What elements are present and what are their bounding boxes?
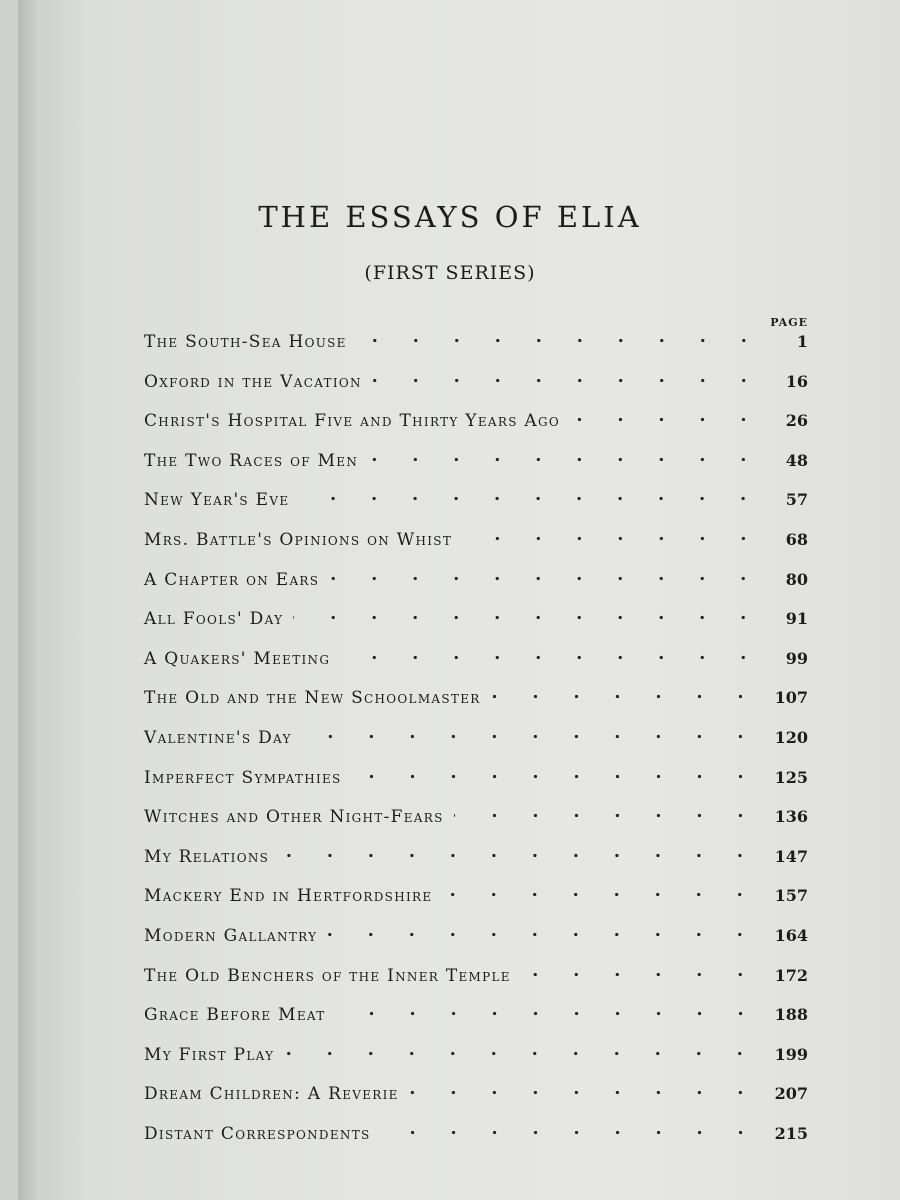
dot-leader <box>570 411 772 428</box>
dot-leader <box>302 728 769 745</box>
toc-entry-page: 1 <box>796 332 808 351</box>
dot-leader <box>340 649 772 666</box>
toc-entry-title: A Chapter on Ears <box>144 569 320 590</box>
dot-leader <box>368 451 772 468</box>
dot-leader <box>491 688 769 705</box>
table-of-contents <box>144 332 808 1163</box>
toc-entry-page: 125 <box>774 767 808 787</box>
toc-entry <box>144 609 808 649</box>
toc-entry <box>144 372 808 412</box>
toc-entry <box>144 728 808 768</box>
toc-entry-title: The Old Benchers of the Inner Temple <box>144 965 511 986</box>
toc-entry-title: Dream Children: A Reverie <box>144 1084 399 1105</box>
toc-entry-title: My Relations <box>144 846 270 867</box>
dot-leader <box>454 807 769 824</box>
toc-entry-page: 91 <box>785 609 808 629</box>
toc-entry-page: 26 <box>785 411 808 431</box>
dot-leader <box>442 886 768 903</box>
dot-leader <box>381 1124 769 1141</box>
toc-entry <box>144 886 808 926</box>
toc-entry <box>144 411 808 451</box>
toc-entry <box>144 1045 808 1085</box>
toc-entry <box>144 966 808 1006</box>
toc-entry-title: Valentine's Day <box>144 727 292 748</box>
dot-leader <box>521 966 769 983</box>
toc-entry-page: 172 <box>774 965 808 985</box>
toc-entry-title: Grace Before Meat <box>144 1005 326 1026</box>
dot-leader <box>299 490 772 507</box>
series-subtitle: (FIRST SERIES) <box>364 262 536 284</box>
dot-leader <box>279 847 768 864</box>
toc-entry <box>144 1005 808 1045</box>
toc-entry-page: 48 <box>785 450 808 470</box>
toc-entry-title: Mrs. Battle's Opinions on Whist <box>144 529 453 550</box>
dot-leader <box>329 570 772 587</box>
toc-entry-page: 16 <box>785 371 808 391</box>
toc-entry-page: 99 <box>785 648 808 668</box>
page-column-label: PAGE <box>770 316 808 329</box>
toc-entry <box>144 688 808 728</box>
toc-entry <box>144 530 808 570</box>
toc-entry-title: Oxford in the Vacation <box>144 371 362 392</box>
toc-entry-page: 120 <box>774 727 808 747</box>
toc-entry-page: 68 <box>785 529 808 549</box>
toc-entry-title: The South-Sea House <box>144 332 347 352</box>
toc-entry <box>144 570 808 610</box>
toc-entry-page: 188 <box>774 1005 808 1025</box>
dot-leader <box>352 768 769 785</box>
toc-entry-title: Christ's Hospital Five and Thirty Years Ago <box>144 411 561 432</box>
toc-entry-title: Imperfect Sympathies <box>144 767 342 788</box>
toc-entry-page: 164 <box>774 925 808 945</box>
toc-entry <box>144 649 808 689</box>
book-title: THE ESSAYS OF ELIA <box>258 200 642 234</box>
page-gutter <box>18 0 40 1200</box>
toc-entry-title: Distant Correspondents <box>144 1123 371 1144</box>
toc-entry <box>144 807 808 847</box>
toc-entry <box>144 1084 808 1124</box>
toc-entry-page: 207 <box>774 1084 808 1104</box>
toc-entry <box>144 847 808 887</box>
toc-entry-title: Mackery End in Hertfordshire <box>144 886 433 907</box>
toc-entry-page: 147 <box>774 846 808 866</box>
toc-entry-page: 215 <box>774 1123 808 1143</box>
dot-leader <box>336 1005 769 1022</box>
toc-entry-page: 80 <box>785 569 808 589</box>
toc-entry-page: 157 <box>774 886 808 906</box>
dot-leader <box>284 1045 768 1062</box>
toc-entry-page: 199 <box>774 1044 808 1064</box>
toc-entry-title: All Fools' Day <box>144 609 284 630</box>
toc-entry <box>144 451 808 491</box>
toc-entry-title: New Year's Eve <box>144 490 290 511</box>
toc-entry <box>144 1124 808 1164</box>
toc-entry <box>144 768 808 808</box>
toc-entry-title: The Two Races of Men <box>144 450 359 471</box>
toc-entry-title: A Quakers' Meeting <box>144 648 331 669</box>
dot-leader <box>409 1084 769 1101</box>
dot-leader <box>293 609 772 626</box>
toc-entry-title: Modern Gallantry <box>144 925 318 946</box>
toc-entry <box>144 926 808 966</box>
dot-leader <box>372 372 772 389</box>
toc-entry-title: The Old and the New Schoolmaster <box>144 688 481 709</box>
toc-entry <box>144 490 808 530</box>
toc-entry-page: 136 <box>774 807 808 827</box>
dot-leader <box>327 926 768 943</box>
toc-entry-page: 107 <box>774 688 808 708</box>
toc-entry-title: My First Play <box>144 1044 275 1065</box>
toc-entry-page: 57 <box>785 490 808 510</box>
dot-leader <box>462 530 772 547</box>
toc-entry-title: Witches and Other Night-Fears <box>144 807 444 828</box>
dot-leader <box>357 332 772 349</box>
toc-entry <box>144 332 808 372</box>
